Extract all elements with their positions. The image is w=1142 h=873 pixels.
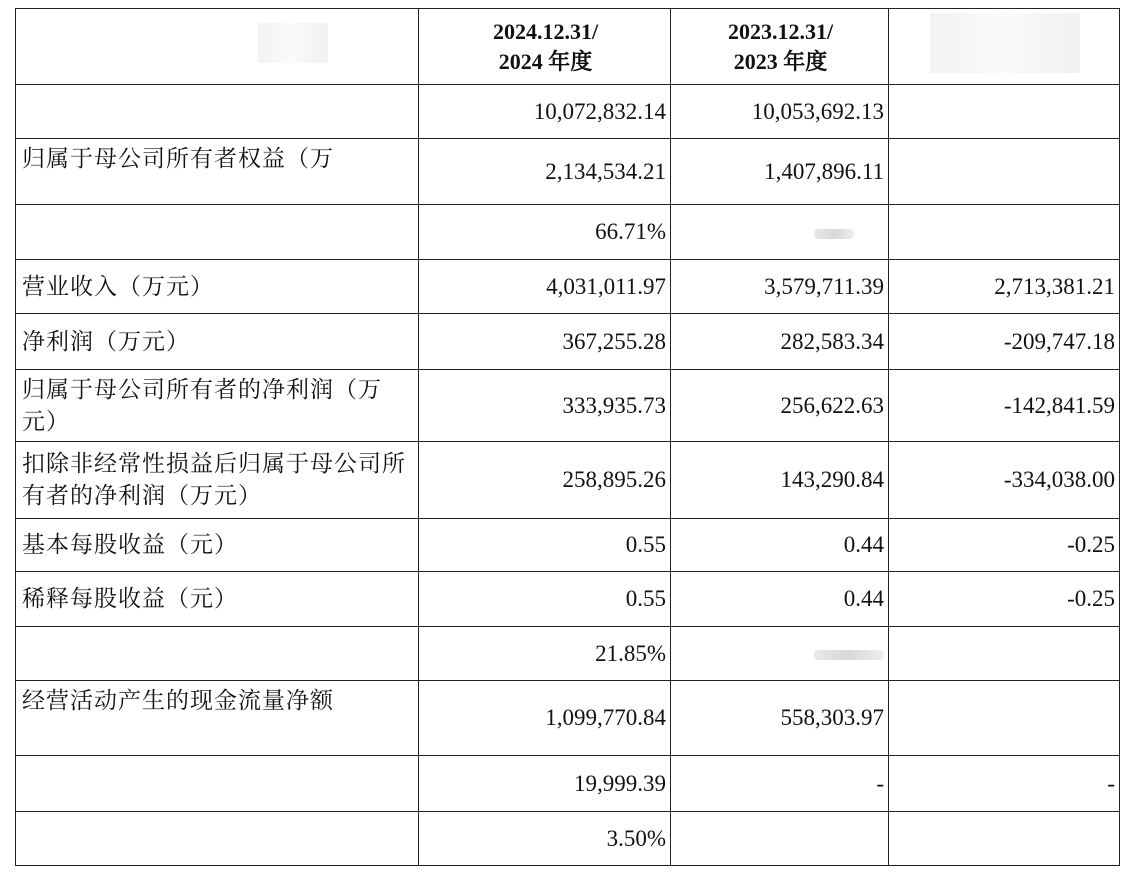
table-row [16,139,1120,205]
row-label: 经营活动产生的现金流量净额 [16,681,419,756]
table-row [16,627,1120,681]
header-2023-date: 2023.12.31/ [727,18,834,44]
row-label [16,205,419,260]
value-2022: -0.25 [889,572,1120,627]
value-2022: -142,841.59 [889,370,1120,442]
table-row [16,812,1120,866]
value-2022 [889,139,1120,205]
value-2022 [889,85,1120,139]
value-2023: 10,053,692.13 [671,85,889,139]
row-label: 归属于母公司所有者的净利润（万元） [16,370,419,442]
value-2023: - [671,756,889,812]
header-2023 [671,9,889,85]
value-2023 [671,627,889,681]
value-2023: 3,579,711.39 [671,260,889,314]
table-row [16,314,1120,370]
value-2023: 1,407,896.11 [671,139,889,205]
value-2024: 4,031,011.97 [419,260,671,314]
value-2024: 21.85% [419,627,671,681]
table-row [16,442,1120,519]
row-label: 净利润（万元） [16,314,419,370]
value-2022 [889,681,1120,756]
row-label [16,627,419,681]
table-row [16,260,1120,314]
row-label [16,756,419,812]
value-2024: 1,099,770.84 [419,681,671,756]
value-2023 [671,205,889,260]
value-2022: 2,713,381.21 [889,260,1120,314]
value-2024: 367,255.28 [419,314,671,370]
value-2022: - [889,756,1120,812]
header-2024-date: 2024.12.31/ [492,18,599,44]
table-row [16,572,1120,627]
row-label [16,812,419,866]
table-row [16,205,1120,260]
value-2024: 66.71% [419,205,671,260]
value-2023: 0.44 [671,519,889,572]
value-2023: 282,583.34 [671,314,889,370]
value-2024: 3.50% [419,812,671,866]
value-2023 [671,812,889,866]
row-label: 扣除非经常性损益后归属于母公司所有者的净利润（万元） [16,442,419,519]
value-2022: -0.25 [889,519,1120,572]
table-row [16,519,1120,572]
value-2024: 2,134,534.21 [419,139,671,205]
header-2023-year: 2023 年度 [733,48,828,74]
value-2022: -334,038.00 [889,442,1120,519]
row-label: 基本每股收益（元） [16,519,419,572]
value-2022 [889,812,1120,866]
value-2024: 333,935.73 [419,370,671,442]
row-label: 营业收入（万元） [16,260,419,314]
header-2024 [419,9,671,85]
value-2023: 0.44 [671,572,889,627]
header-2022 [889,9,1120,85]
value-2024: 0.55 [419,519,671,572]
row-label: 稀释每股收益（元） [16,572,419,627]
financial-table-wrapper [15,8,1120,866]
value-2024: 0.55 [419,572,671,627]
value-2024: 10,072,832.14 [419,85,671,139]
row-label: 归属于母公司所有者权益（万 [16,139,419,205]
value-2022: -209,747.18 [889,314,1120,370]
value-2022 [889,627,1120,681]
header-row [16,9,1120,85]
header-label-cell [16,9,419,85]
table-row [16,756,1120,812]
value-2023: 143,290.84 [671,442,889,519]
table-row [16,370,1120,442]
financial-indicators-table [15,8,1120,866]
table-row [16,681,1120,756]
value-2022 [889,205,1120,260]
header-2024-year: 2024 年度 [498,48,593,74]
table-row [16,85,1120,139]
value-2024: 258,895.26 [419,442,671,519]
value-2023: 256,622.63 [671,370,889,442]
value-2024: 19,999.39 [419,756,671,812]
value-2023: 558,303.97 [671,681,889,756]
row-label [16,85,419,139]
